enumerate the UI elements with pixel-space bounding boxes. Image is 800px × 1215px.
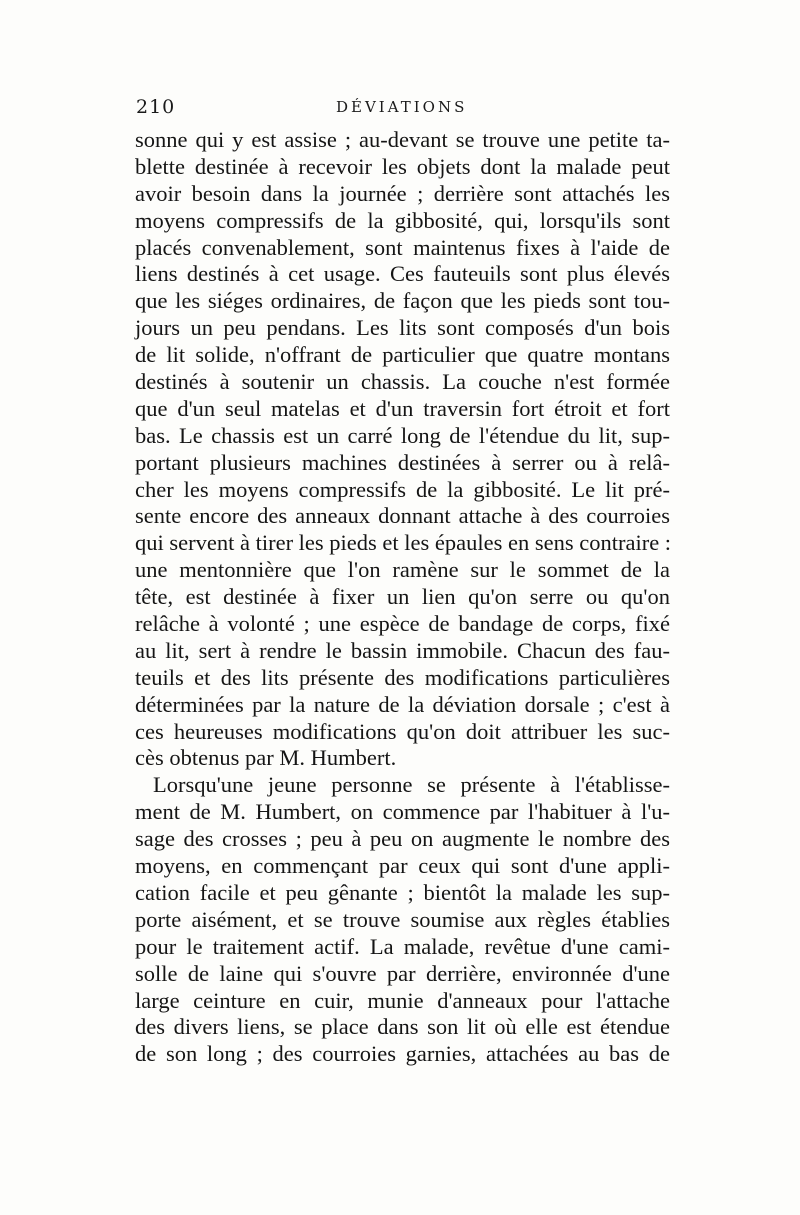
text-line: tête, est destinée à fixer un lien qu'on serre ou qu'on [135,584,670,610]
text-line: sonne qui y est assise ; au-devant se trouve une petite ta- [135,127,670,152]
text-line: blette destinée à recevoir les objets dont la malade peut [135,153,670,179]
text-line: avoir besoin dans la journée ; derrière sont attachés les [135,180,670,206]
running-head: DÉVIATIONS [336,98,468,116]
text-line: teuils et des lits présente des modifications particulières [135,664,670,690]
body-text [135,127,670,1068]
page-number: 210 [136,96,176,118]
text-line: large ceinture en cuir, munie d'anneaux pour l'attache [135,987,670,1013]
text-line: relâche à volonté ; une espèce de bandage de corps, fixé [135,611,670,637]
text-line: de son long ; des courroies garnies, attachées au bas de [135,1041,670,1067]
text-line: porte aisément, et se trouve soumise aux règles établies [135,906,670,932]
text-line: liens destinés à cet usage. Ces fauteuils sont plus élevés [135,261,670,287]
text-line: cher les moyens compressifs de la gibbosité. Le lit pré- [135,476,670,502]
text-line: déterminées par la nature de la déviation dorsale ; c'est à [135,691,670,717]
text-line: pour le traitement actif. La malade, revêtue d'une cami- [135,933,670,959]
text-line: au lit, sert à rendre le bassin immobile. Chacun des fau- [135,637,670,663]
text-line: cation facile et peu gênante ; bientôt la malade les sup- [135,879,670,905]
text-line: de lit solide, n'offrant de particulier que quatre montans [135,342,670,368]
text-line: une mentonnière que l'on ramène sur le sommet de la [135,557,670,583]
text-line: jours un peu pendans. Les lits sont composés d'un bois [135,315,670,341]
text-line: portant plusieurs machines destinées à serrer ou à relâ- [135,449,670,475]
text-line: destinés à soutenir un chassis. La couche n'est formée [135,369,670,395]
paragraph-start-line: Lorsqu'une jeune personne se présente à l'établisse- [153,772,670,798]
text-line: bas. Le chassis est un carré long de l'étendue du lit, sup- [135,422,670,448]
text-line: des divers liens, se place dans son lit où elle est étendue [135,1014,670,1040]
text-line: placés convenablement, sont maintenus fixes à l'aide de [135,234,670,260]
text-line: ment de M. Humbert, on commence par l'habituer à l'u- [135,799,670,825]
text-line: que les siéges ordinaires, de façon que les pieds sont tou- [135,288,670,314]
text-line: moyens, en commençant par ceux qui sont d'une appli- [135,853,670,879]
text-line: moyens compressifs de la gibbosité, qui, lorsqu'ils sont [135,207,670,233]
text-line: solle de laine qui s'ouvre par derrière, environnée d'une [135,960,670,986]
text-line: qui servent à tirer les pieds et les épaules en sens contraire : [135,530,672,556]
text-line: sage des crosses ; peu à peu on augmente le nombre des [135,826,670,852]
text-line: ces heureuses modifications qu'on doit attribuer les suc- [135,718,670,744]
paragraph-end-line: cès obtenus par M. Humbert. [135,745,397,771]
page-header [136,96,671,120]
text-line: que d'un seul matelas et d'un traversin fort étroit et fort [135,395,670,421]
text-line: sente encore des anneaux donnant attache à des courroies [135,503,670,529]
